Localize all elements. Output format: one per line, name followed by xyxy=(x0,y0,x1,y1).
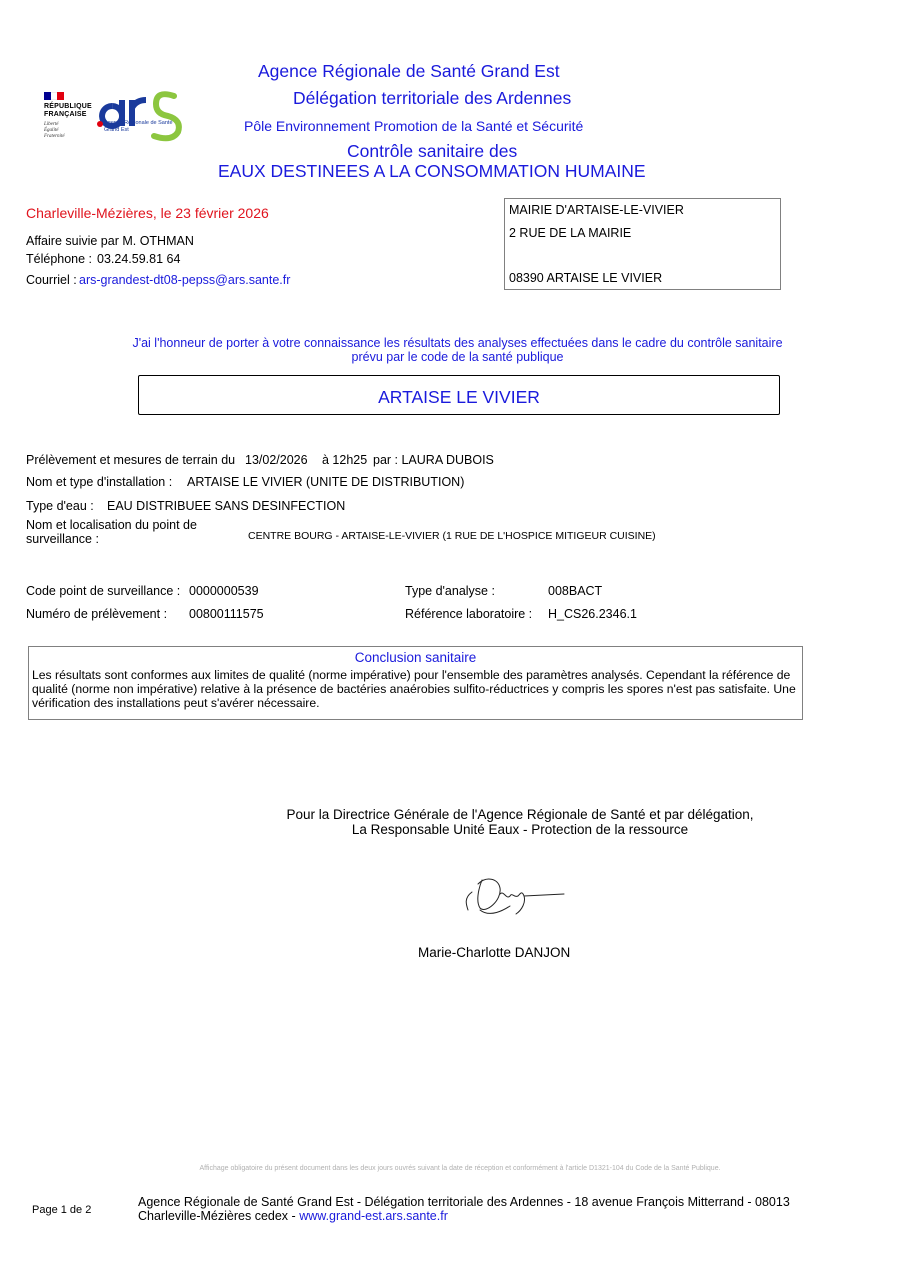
page-number: Page 1 de 2 xyxy=(32,1204,92,1216)
conclusion-title: Conclusion sanitaire xyxy=(354,650,477,665)
control-title-line1: Contrôle sanitaire des xyxy=(347,141,518,161)
conclusion-text: Les résultats sont conformes aux limites de qualité (norme impérative) pour l'ensemble des paramètres analysés. Cependant la référence de qualité (norme non impérative) relative à la présence de bactéries anaérobies sulfito-réductrices y compris les spores n'est pas satisfaite. Une vérification des installations peut s'avérer nécessaire. xyxy=(32,668,796,710)
prelevement-label: Prélèvement et mesures de terrain du xyxy=(26,453,236,467)
phone-value: 03.24.59.81 64 xyxy=(97,252,181,266)
intro-line2: prévu par le code de la santé publique xyxy=(351,350,564,364)
legal-notice: Affichage obligatoire du présent document dans les deux jours ouvrés suivant la date de réception et conformément à l'article D1321-104 du Code de la Santé Publique. xyxy=(199,1165,721,1172)
installation-title-box xyxy=(138,375,780,415)
signature-line2: La Responsable Unité Eaux - Protection de la ressource xyxy=(351,822,689,837)
lab-reference-label: Référence laboratoire : xyxy=(405,607,533,621)
water-type-label: Type d'eau : xyxy=(26,499,94,513)
code-point-value: 0000000539 xyxy=(189,584,259,598)
footer-address-line1: Agence Régionale de Santé Grand Est - Délégation territoriale des Ardennes - 18 avenue François Mitterrand - 08013 xyxy=(138,1195,790,1209)
republique-francaise-text: RÉPUBLIQUE FRANÇAISE xyxy=(44,103,92,118)
republique-motto: Liberté Égalité Fraternité xyxy=(44,122,65,139)
analysis-type-value: 008BACT xyxy=(548,584,603,598)
point-value: CENTRE BOURG - ARTAISE-LE-VIVIER (1 RUE DE L'HOSPICE MITIGEUR CUISINE) xyxy=(248,530,656,542)
ars-subtitle: Agence Régionale de Santé Grand Est xyxy=(104,120,173,133)
prelevement-time: à 12h25 xyxy=(322,453,368,467)
footer-website-link[interactable]: www.grand-est.ars.sante.fr xyxy=(299,1209,448,1223)
code-point-label: Code point de surveillance : xyxy=(26,584,181,598)
installation-value: ARTAISE LE VIVIER (UNITE DE DISTRIBUTION) xyxy=(187,475,465,489)
recipient-city: 08390 ARTAISE LE VIVIER xyxy=(509,271,663,285)
sample-number-value: 00800111575 xyxy=(189,607,264,621)
handwritten-signature xyxy=(460,870,570,922)
analysis-type-label: Type d'analyse : xyxy=(405,584,495,598)
water-type-value: EAU DISTRIBUEE SANS DESINFECTION xyxy=(107,499,346,513)
ars-logo xyxy=(30,72,185,172)
footer-address-line2: Charleville-Mézières cedex - www.grand-est.ars.sante.fr xyxy=(138,1209,448,1223)
installation-label: Nom et type d'installation : xyxy=(26,475,173,489)
sample-number-label: Numéro de prélèvement : xyxy=(26,607,168,621)
prelevement-date: 13/02/2026 xyxy=(245,453,308,467)
french-flag-icon xyxy=(44,92,64,100)
signatory-name: Marie-Charlotte DANJON xyxy=(418,945,571,960)
recipient-name: MAIRIE D'ARTAISE-LE-VIVIER xyxy=(509,203,684,217)
agency-title: Agence Régionale de Santé Grand Est xyxy=(258,61,560,81)
phone-label: Téléphone : xyxy=(26,252,93,266)
place-date: Charleville-Mézières, le 23 février 2026 xyxy=(26,205,269,221)
lab-reference-value: H_CS26.2346.1 xyxy=(548,607,637,621)
pole-title: Pôle Environnement Promotion de la Santé et Sécurité xyxy=(244,118,584,134)
signature-line1: Pour la Directrice Générale de l'Agence Régionale de Santé et par délégation, xyxy=(286,807,754,822)
installation-title: ARTAISE LE VIVIER xyxy=(378,387,540,407)
ars-red-dot-icon xyxy=(96,120,104,128)
email-link[interactable]: ars-grandest-dt08-pepss@ars.sante.fr xyxy=(79,273,291,287)
conclusion-box xyxy=(28,646,803,720)
affaire-suivie: Affaire suivie par M. OTHMAN xyxy=(26,234,194,248)
email-label: Courriel : xyxy=(26,273,77,287)
control-title-line2: EAUX DESTINEES A LA CONSOMMATION HUMAINE xyxy=(218,161,646,178)
recipient-street: 2 RUE DE LA MAIRIE xyxy=(509,226,632,240)
delegation-title: Délégation territoriale des Ardennes xyxy=(293,88,572,108)
recipient-address-box xyxy=(504,198,781,290)
intro-line1: J'ai l'honneur de porter à votre connaissance les résultats des analyses effectuées dans le cadre du contrôle sanitaire xyxy=(132,336,783,350)
point-label: Nom et localisation du point de surveillance : xyxy=(26,518,197,546)
prelevement-by: par : LAURA DUBOIS xyxy=(373,453,494,467)
control-title-line2-wrapper xyxy=(200,160,700,178)
